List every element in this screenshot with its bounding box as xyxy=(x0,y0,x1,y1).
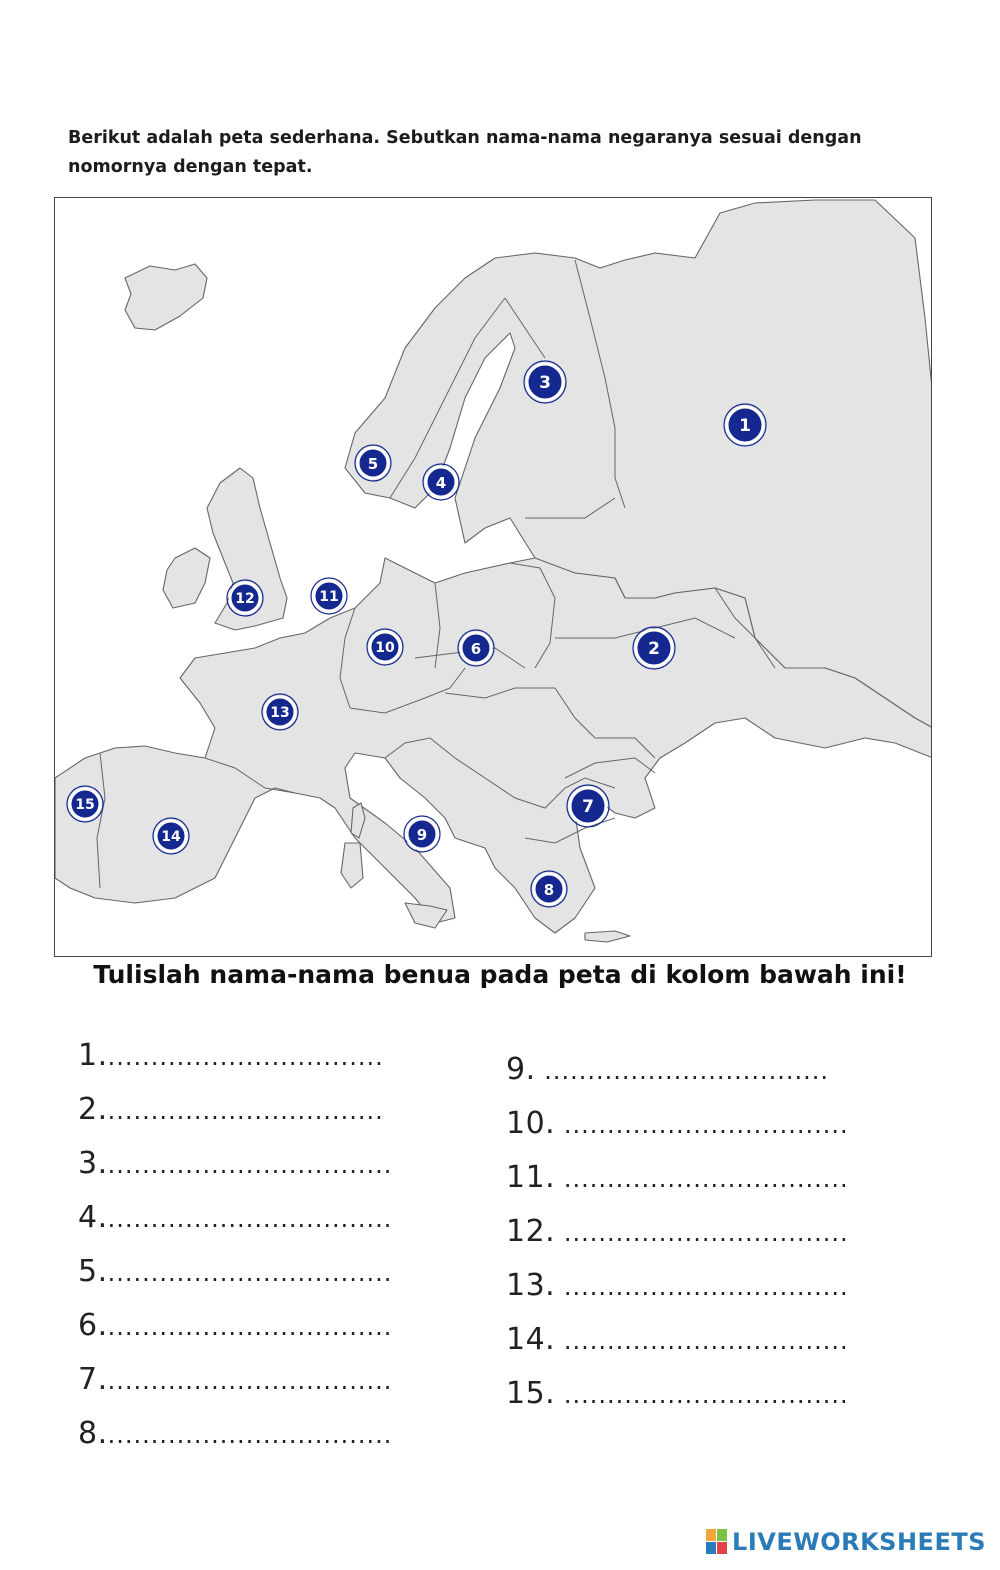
marker-10 xyxy=(367,629,403,665)
marker-11 xyxy=(311,578,347,614)
instruction-text: Berikut adalah peta sederhana. Sebutkan nama-nama negaranya sesuai dengan nomornya dengan tepat. xyxy=(68,128,862,177)
marker-1 xyxy=(724,404,766,446)
answer-number: 13. xyxy=(506,1268,556,1303)
answer-number: 5. xyxy=(78,1254,108,1289)
marker-11-label: 11 xyxy=(319,589,339,605)
answer-line-15[interactable] xyxy=(506,1376,849,1411)
answer-blank[interactable]: ................................. xyxy=(107,1205,393,1233)
marker-5-label: 5 xyxy=(367,455,379,473)
sardinia-shape xyxy=(341,843,363,888)
europe-map-drawing xyxy=(55,198,932,957)
marker-4 xyxy=(423,464,459,500)
answer-blank[interactable]: ................................. xyxy=(107,1259,393,1287)
answer-line-9[interactable] xyxy=(506,1052,829,1087)
answer-line-11[interactable] xyxy=(506,1160,849,1195)
answer-line-8[interactable] xyxy=(78,1416,392,1451)
answer-blank[interactable]: ................................. xyxy=(555,1273,849,1301)
answer-line-10[interactable] xyxy=(506,1106,849,1141)
marker-6-label: 6 xyxy=(470,640,482,658)
answer-number: 11. xyxy=(506,1160,556,1195)
europe-map xyxy=(54,197,932,957)
liveworksheets-logo-icon xyxy=(706,1529,728,1555)
marker-9-label: 9 xyxy=(416,826,428,844)
answer-line-2[interactable] xyxy=(78,1092,384,1127)
subtitle-heading: Tulislah nama-nama benua pada peta di kolom bawah ini! xyxy=(93,960,907,989)
marker-8 xyxy=(531,871,567,907)
answer-blank[interactable]: ................................. xyxy=(107,1421,393,1449)
iceland-shape xyxy=(125,264,207,330)
answer-blank[interactable]: ................................. xyxy=(107,1367,393,1395)
answer-blank[interactable]: ................................ xyxy=(107,1097,384,1125)
answer-blank[interactable]: ................................. xyxy=(107,1151,393,1179)
marker-1-label: 1 xyxy=(739,416,751,436)
answer-number: 3. xyxy=(78,1146,108,1181)
answer-blank[interactable]: ................................. xyxy=(555,1111,849,1139)
answer-line-4[interactable] xyxy=(78,1200,392,1235)
answer-number: 4. xyxy=(78,1200,108,1235)
answer-number: 12. xyxy=(506,1214,556,1249)
answer-line-7[interactable] xyxy=(78,1362,392,1397)
marker-2 xyxy=(633,627,675,669)
answer-blank[interactable]: ................................ xyxy=(107,1043,384,1071)
answer-blank[interactable]: ................................. xyxy=(555,1327,849,1355)
answer-number: 8. xyxy=(78,1416,108,1451)
answer-line-3[interactable] xyxy=(78,1146,392,1181)
answer-blank[interactable]: ................................. xyxy=(555,1381,849,1409)
answer-line-14[interactable] xyxy=(506,1322,849,1357)
answer-line-12[interactable] xyxy=(506,1214,849,1249)
answer-blank[interactable]: ................................. xyxy=(555,1219,849,1247)
answer-line-1[interactable] xyxy=(78,1038,384,1073)
answer-blank[interactable]: ................................. xyxy=(555,1165,849,1193)
marker-3-label: 3 xyxy=(539,373,551,393)
marker-6 xyxy=(458,630,494,666)
marker-14 xyxy=(153,818,189,854)
marker-15-label: 15 xyxy=(75,797,95,813)
answer-blank[interactable]: ................................. xyxy=(107,1313,393,1341)
answer-blank[interactable]: ................................. xyxy=(535,1057,830,1085)
crete-shape xyxy=(585,931,630,942)
marker-2-label: 2 xyxy=(648,639,660,659)
marker-14-label: 14 xyxy=(161,829,181,845)
marker-4-label: 4 xyxy=(435,474,447,492)
marker-3 xyxy=(524,361,566,403)
answer-line-6[interactable] xyxy=(78,1308,392,1343)
marker-10-label: 10 xyxy=(375,640,395,656)
answer-line-5[interactable] xyxy=(78,1254,392,1289)
answer-number: 1. xyxy=(78,1038,108,1073)
answer-number: 6. xyxy=(78,1308,108,1343)
answer-number: 2. xyxy=(78,1092,108,1127)
answer-number: 14. xyxy=(506,1322,556,1357)
answer-number: 7. xyxy=(78,1362,108,1397)
answer-number: 15. xyxy=(506,1376,556,1411)
answer-number: 10. xyxy=(506,1106,556,1141)
marker-5 xyxy=(355,445,391,481)
marker-13 xyxy=(262,694,298,730)
ireland-shape xyxy=(163,548,210,608)
marker-7-label: 7 xyxy=(582,797,594,817)
marker-7 xyxy=(567,785,609,827)
answer-number: 9. xyxy=(506,1052,536,1087)
marker-9 xyxy=(404,816,440,852)
brand-name: LIVEWORKSHEETS xyxy=(732,1528,986,1556)
marker-12-label: 12 xyxy=(235,591,255,607)
liveworksheets-brand[interactable] xyxy=(706,1526,986,1558)
marker-12 xyxy=(227,580,263,616)
marker-8-label: 8 xyxy=(543,881,555,899)
marker-15 xyxy=(67,786,103,822)
answer-line-13[interactable] xyxy=(506,1268,849,1303)
marker-13-label: 13 xyxy=(270,705,290,721)
